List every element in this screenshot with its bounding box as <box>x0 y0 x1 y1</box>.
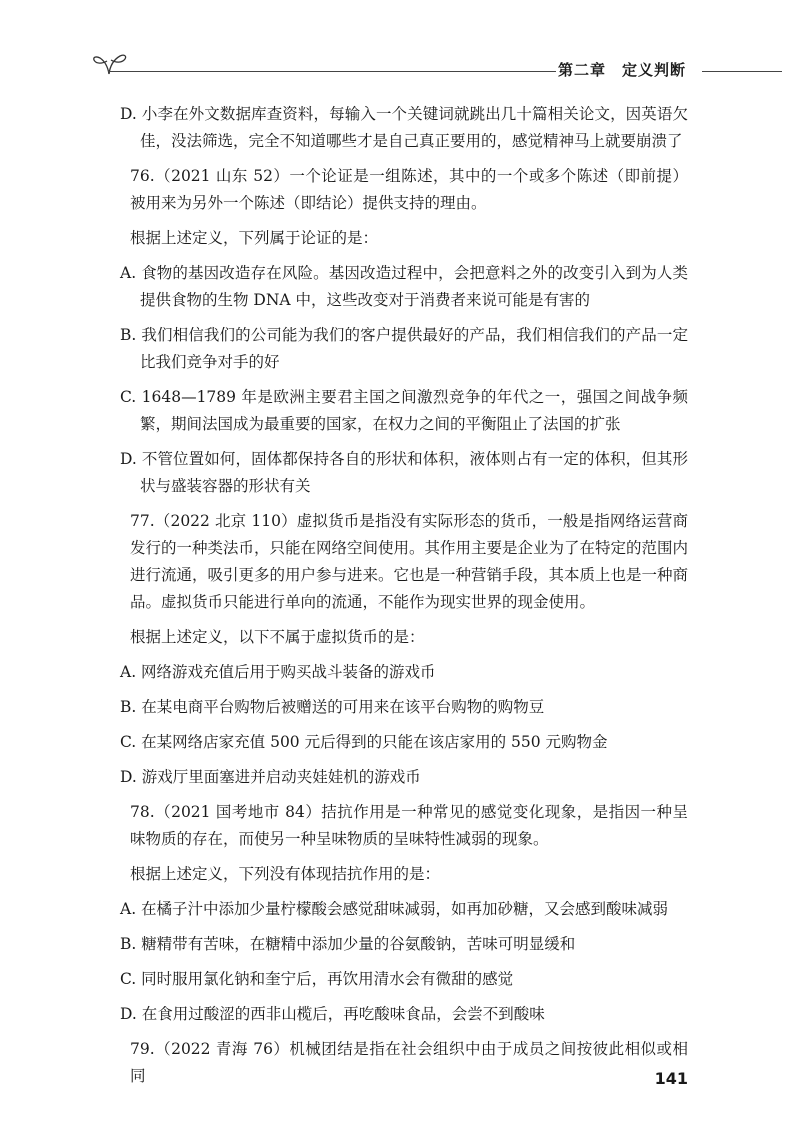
question-prompt: 根据上述定义，以下不属于虚拟货币的是： <box>130 628 425 646</box>
chapter-number: 第二章 <box>558 61 607 79</box>
running-header <box>92 48 782 88</box>
answer-option: C. 在某网络店家充值 500 元后得到的只能在该店家用的 550 元购物金 <box>120 733 608 751</box>
question-prompt: 根据上述定义，下列属于论证的是： <box>130 229 379 247</box>
answer-option: C. 1648—1789 年是欧洲主要君主国之间激烈竞争的年代之一，强国之间战争频繁，期间法国成为最重要的国家，在权力之间的平衡阻止了法国的扩张 <box>120 388 688 433</box>
page-body <box>120 101 689 1098</box>
question-text: 78.（2021 国考地市 84）拮抗作用是一种常见的感觉变化现象，是指因一种呈味物质的存在，而使另一种呈味物质的呈味特性减弱的现象。 <box>130 803 688 848</box>
question-prompt: 根据上述定义，下列没有体现拮抗作用的是： <box>130 865 441 883</box>
answer-option: A. 网络游戏充值后用于购买战斗装备的游戏币 <box>120 663 436 681</box>
question-text: 76.（2021 山东 52）一个论证是一组陈述，其中的一个或多个陈述（即前提）被用来为另外一个陈述（即结论）提供支持的理由。 <box>130 167 688 212</box>
answer-option: C. 同时服用氯化钠和奎宁后，再饮用清水会有微甜的感觉 <box>120 970 514 988</box>
header-rule-right <box>702 71 782 72</box>
section-title: 定义判断 <box>622 61 687 79</box>
answer-option: B. 糖精带有苦味，在糖精中添加少量的谷氨酸钠，苦味可明显缓和 <box>120 935 576 953</box>
answer-option: D. 不管位置如何，固体都保持各自的形状和体积，液体则占有一定的体积，但其形状与盛装容器的形状有关 <box>120 450 688 495</box>
answer-option: B. 在某电商平台购物后被赠送的可用来在该平台购物的购物豆 <box>120 698 545 716</box>
sprout-icon <box>92 48 128 78</box>
answer-option: A. 食物的基因改造存在风险。基因改造过程中，会把意料之外的改变引入到为人类提供食物的生物 DNA 中，这些改变对于消费者来说可能是有害的 <box>120 264 688 309</box>
answer-option: D. 小李在外文数据库查资料，每输入一个关键词就跳出几十篇相关论文，因英语欠佳，没法筛选，完全不知道哪些才是自己真正要用的，感觉精神马上就要崩溃了 <box>120 105 688 150</box>
answer-option: A. 在橘子汁中添加少量柠檬酸会感觉甜味减弱，如再加砂糖，又会感到酸味减弱 <box>120 900 669 918</box>
answer-option: B. 我们相信我们的公司能为我们的客户提供最好的产品，我们相信我们的产品一定比我们竞争对手的好 <box>120 326 688 371</box>
chapter-title <box>558 59 698 80</box>
answer-option: D. 在食用过酸涩的西非山榄后，再吃酸味食品，会尝不到酸味 <box>120 1005 545 1023</box>
question-text: 77.（2022 北京 110）虚拟货币是指没有实际形态的货币，一般是指网络运营商发行的一种类法币，只能在网络空间使用。其作用主要是企业为了在特定的范围内进行流通，吸引更多的用户参与进来。它也是一种营销手段，其本质上也是一种商品。虚拟货币只能进行单向的流通，不能作为现实世界的现金使用。 <box>130 512 689 611</box>
header-rule-left <box>108 71 556 72</box>
question-text: 79.（2022 青海 76）机械团结是指在社会组织中由于成员之间按彼此相似或相同 <box>130 1040 688 1085</box>
page-number: 141 <box>654 1069 688 1088</box>
answer-option: D. 游戏厅里面塞进并启动夹娃娃机的游戏币 <box>120 768 421 786</box>
